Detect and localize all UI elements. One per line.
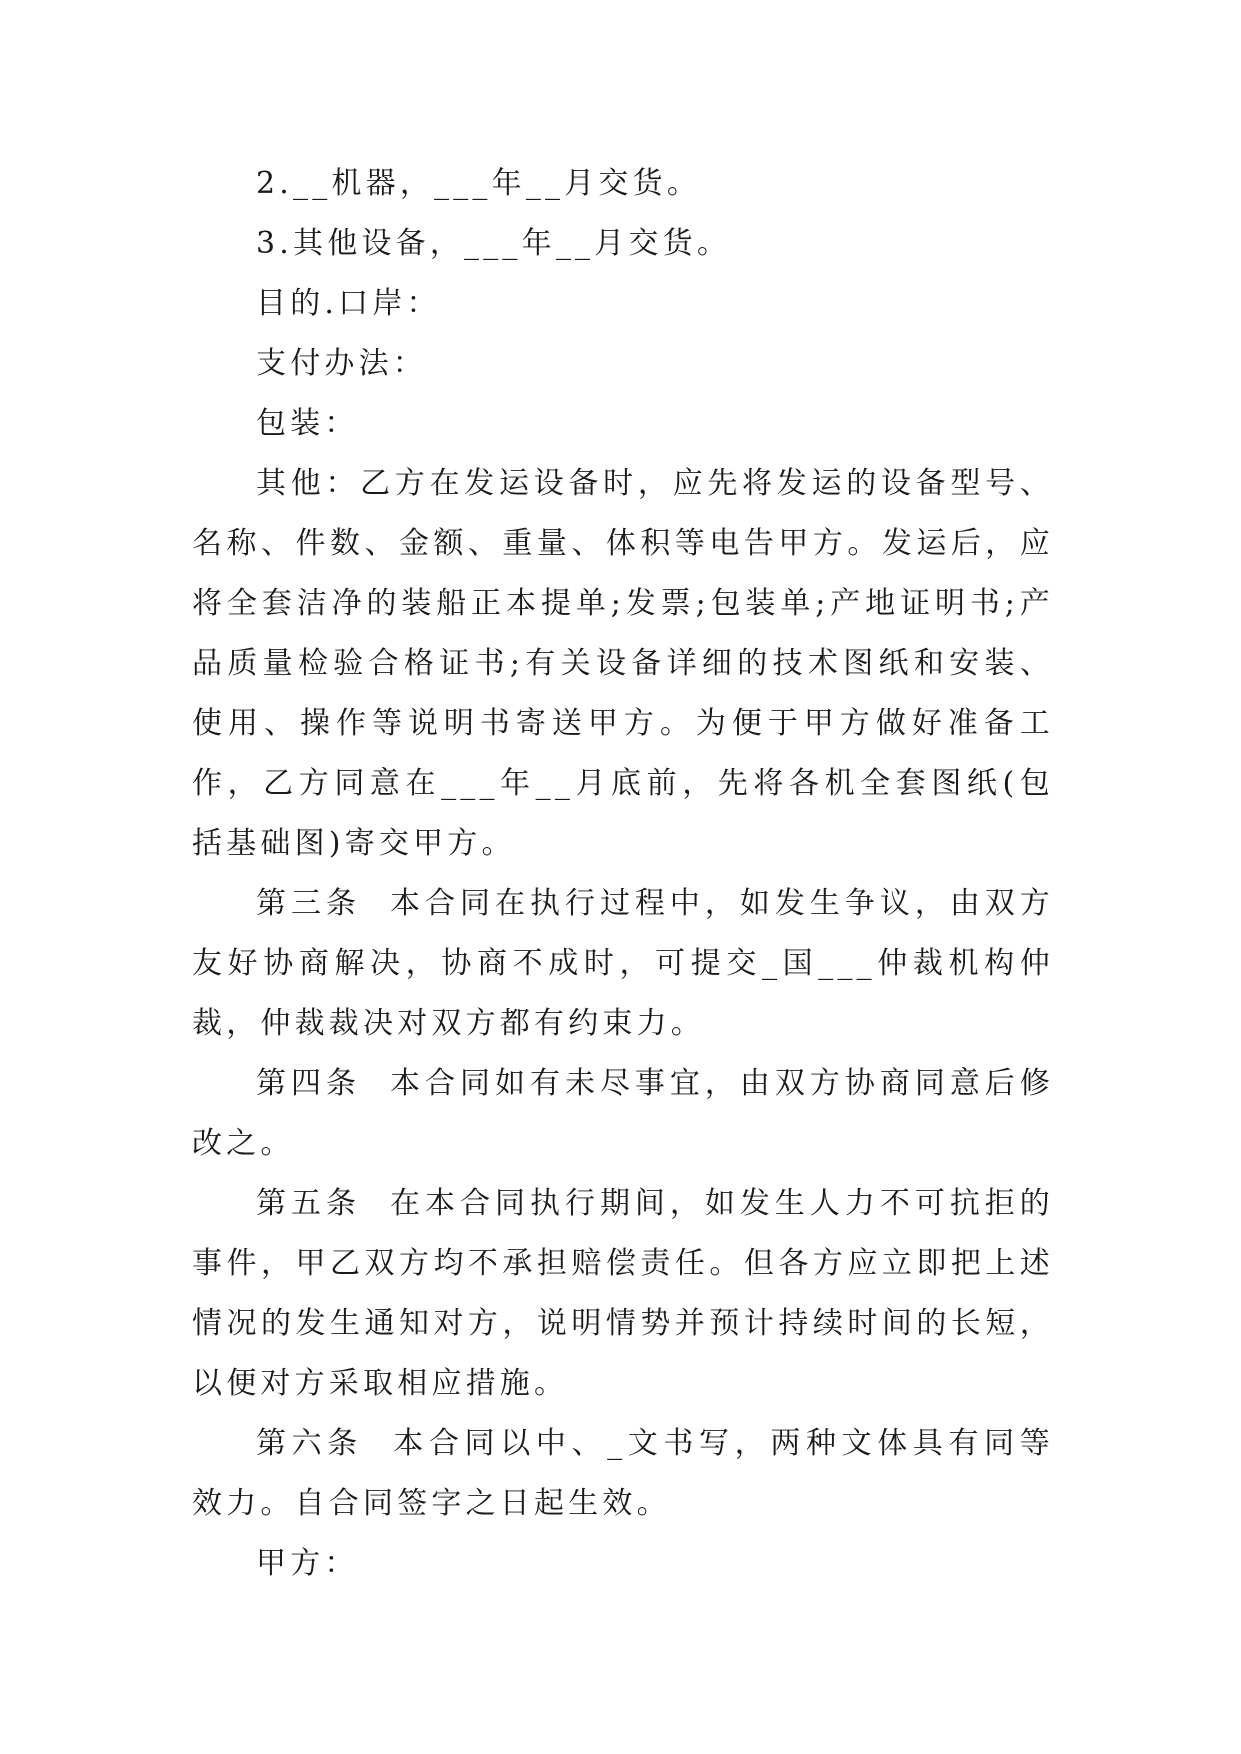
payment-method: 支付办法： [256, 346, 427, 381]
delivery-item-other-equipment: 3.其他设备，___年__月交货。 [256, 226, 732, 261]
article-4: 第四条 本合同如有未尽事宜，由双方协商同意后修改之。 [192, 1066, 1054, 1161]
packaging: 包装： [256, 406, 359, 441]
party-a-signature: 甲方： [256, 1546, 359, 1581]
delivery-item-machine: 2.__机器，___年__月交货。 [256, 166, 702, 201]
article-5: 第五条 在本合同执行期间，如发生人力不可抗拒的事件，甲乙双方均不承担赔偿责任。但各方应立即把上述情况的发生通知对方，说明情势并预计持续时间的长短，以便对方采取相应措施。 [192, 1186, 1054, 1401]
document-body [192, 154, 1054, 1594]
article-3: 第三条 本合同在执行过程中，如发生争议，由双方友好协商解决，协商不成时，可提交_国___仲裁机构仲裁，仲裁裁决对双方都有约束力。 [192, 886, 1054, 1041]
other-terms: 其他：乙方在发运设备时，应先将发运的设备型号、名称、件数、金额、重量、体积等电告甲方。发运后，应将全套洁净的装船正本提单;发票;包装单;产地证明书;产品质量检验合格证书;有关设备详细的技术图纸和安装、使用、操作等说明书寄送甲方。为便于甲方做好准备工作，乙方同意在___年__月底前，先将各机全套图纸(包括基础图)寄交甲方。 [192, 466, 1054, 861]
article-6: 第六条 本合同以中、_文书写，两种文体具有同等效力。自合同签字之日起生效。 [192, 1426, 1054, 1521]
destination-port: 目的.口岸： [256, 286, 441, 321]
